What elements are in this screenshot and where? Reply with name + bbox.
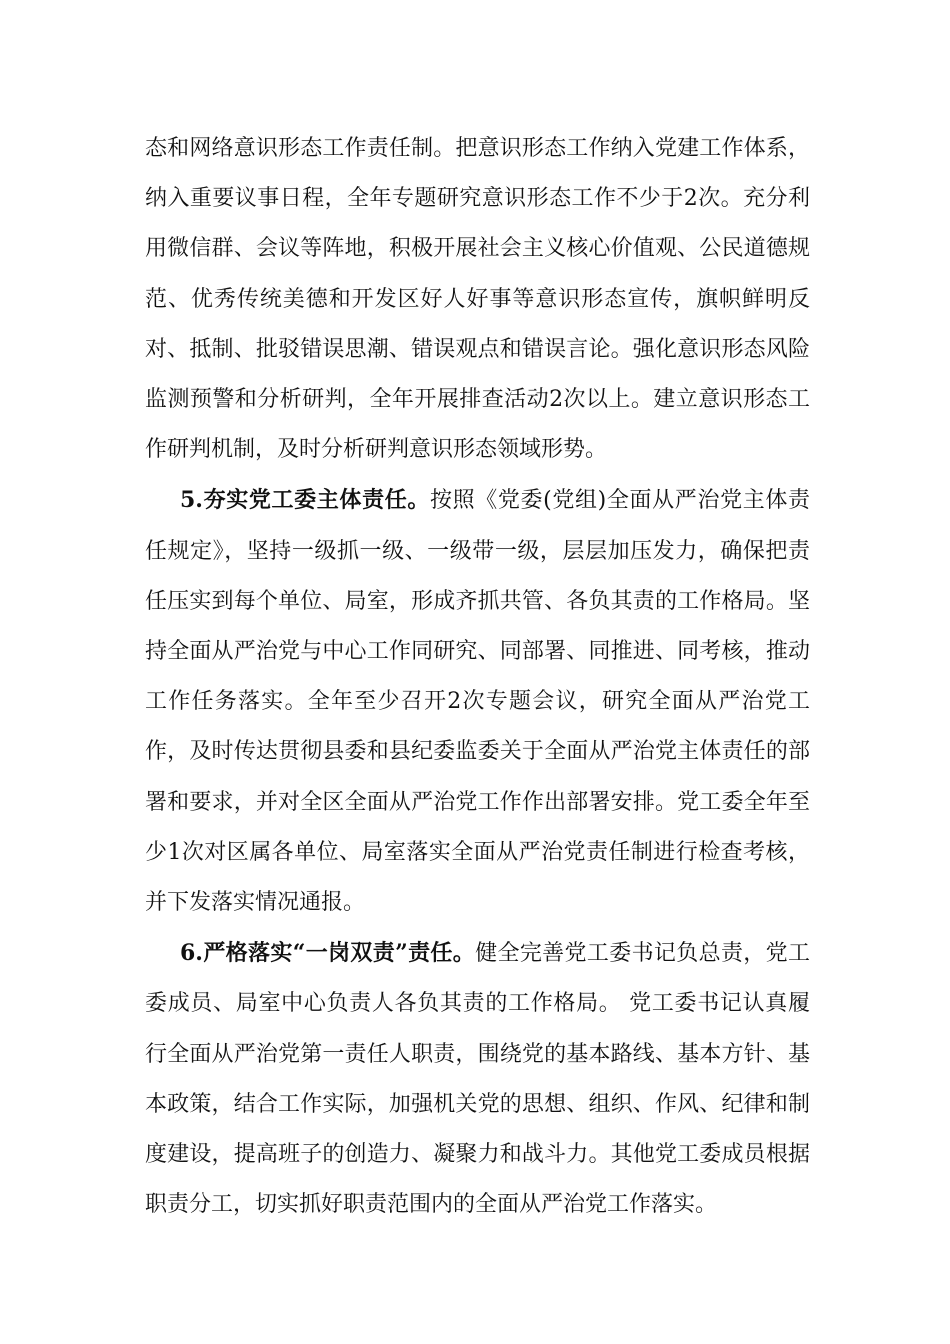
document-body xyxy=(145,124,810,1230)
paragraph-body: 健全完善党工委书记负总责，党工委成员、局室中心负责人各负其责的工作格局。 党工委书记认真履行全面从严治党第一责任人职责，围绕党的基本路线、基本方针、基本政策，结合工作实际，加强机关党的思想、组织、作风、纪律和制度建设，提高班子的创造力、凝聚力和战斗力。其他党工委成员根据职责分工，切实抓好职责范围内的全面从严治党工作落实。 xyxy=(145,941,810,1218)
paragraph-ideology-responsibility xyxy=(145,124,810,475)
section-heading-6: 6.严格落实“一岗双责”责任。 xyxy=(180,940,476,967)
paragraph-dual-responsibility xyxy=(145,928,810,1230)
section-heading-5: 5.夯实党工委主体责任。 xyxy=(180,487,430,514)
paragraph-body: 按照《党委(党组)全面从严治党主体责任规定》，坚持一级抓一级、一级带一级，层层加压发力，确保把责任压实到每个单位、局室，形成齐抓共管、各负其责的工作格局。坚持全面从严治党与中心工作同研究、同部署、同推进、同考核，推动工作任务落实。全年至少召开2次专题会议，研究全面从严治党工作，及时传达贯彻县委和县纪委监委关于全面从严治党主体责任的部署和要求，并对全区全面从严治党工作作出部署安排。党工委全年至少1次对区属各单位、局室落实全面从严治党责任制进行检查考核，并下发落实情况通报。 xyxy=(145,488,810,916)
paragraph-body: 态和网络意识形态工作责任制。把意识形态工作纳入党建工作体系，纳入重要议事日程，全年专题研究意识形态工作不少于2次。充分利用微信群、会议等阵地，积极开展社会主义核心价值观、公民道德规范、优秀传统美德和开发区好人好事等意识形态宣传，旗帜鲜明反对、抵制、批驳错误思潮、错误观点和错误言论。强化意识形态风险监测预警和分析研判，全年开展排查活动2次以上。建立意识形态工作研判机制，及时分析研判意识形态领域形势。 xyxy=(145,136,810,463)
paragraph-party-committee-responsibility xyxy=(145,475,810,928)
